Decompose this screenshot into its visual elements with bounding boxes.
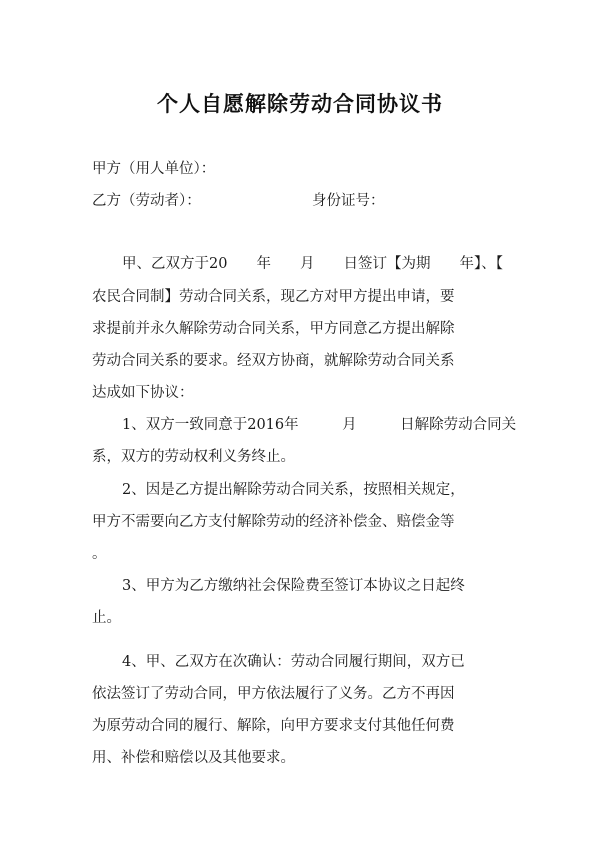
body-line: 达成如下协议： [92,385,194,401]
party-a-label: 甲方（用人单位）： [92,161,216,177]
clause-3-line: 3、甲方为乙方缴纳社会保险费至签订本协议之日起终 [122,578,465,594]
clause-4-line: 依法签订了劳动合同，甲方依法履行了义务。乙方不再因 [92,686,455,702]
body-line: 甲、乙双方于20 年 月 日签订【为期 年】、【 [122,256,503,272]
body-line: 求提前并永久解除劳动合同关系，甲方同意乙方提出解除 [92,321,455,337]
document-title: 个人自愿解除劳动合同协议书 [157,92,443,116]
clause-2-line: 。 [92,546,107,562]
clause-1-line: 系，双方的劳动权利义务终止。 [92,449,295,465]
body-line: 劳动合同关系的要求。经双方协商，就解除劳动合同关系 [92,353,455,369]
clause-2-line: 2、因是乙方提出解除劳动合同关系，按照相关规定， [122,482,465,498]
clause-1-line: 1、双方一致同意于2016年 月 日解除劳动合同关 [122,417,517,433]
clause-4-line: 4、甲、乙双方在次确认：劳动合同履行期间，双方已 [122,654,465,670]
clause-3-line: 止。 [92,610,121,626]
clause-4-line: 为原劳动合同的履行、解除，向甲方要求支付其他任何费 [92,718,455,734]
clause-2-line: 甲方不需要向乙方支付解除劳动的经济补偿金、赔偿金等 [92,514,455,530]
body-line: 农民合同制】劳动合同关系，现乙方对甲方提出申请，要 [92,289,455,305]
party-b-label: 乙方（劳动者）： [92,193,201,209]
clause-4-line: 用、补偿和赔偿以及其他要求。 [92,750,295,766]
id-number-label: 身份证号： [312,193,385,209]
